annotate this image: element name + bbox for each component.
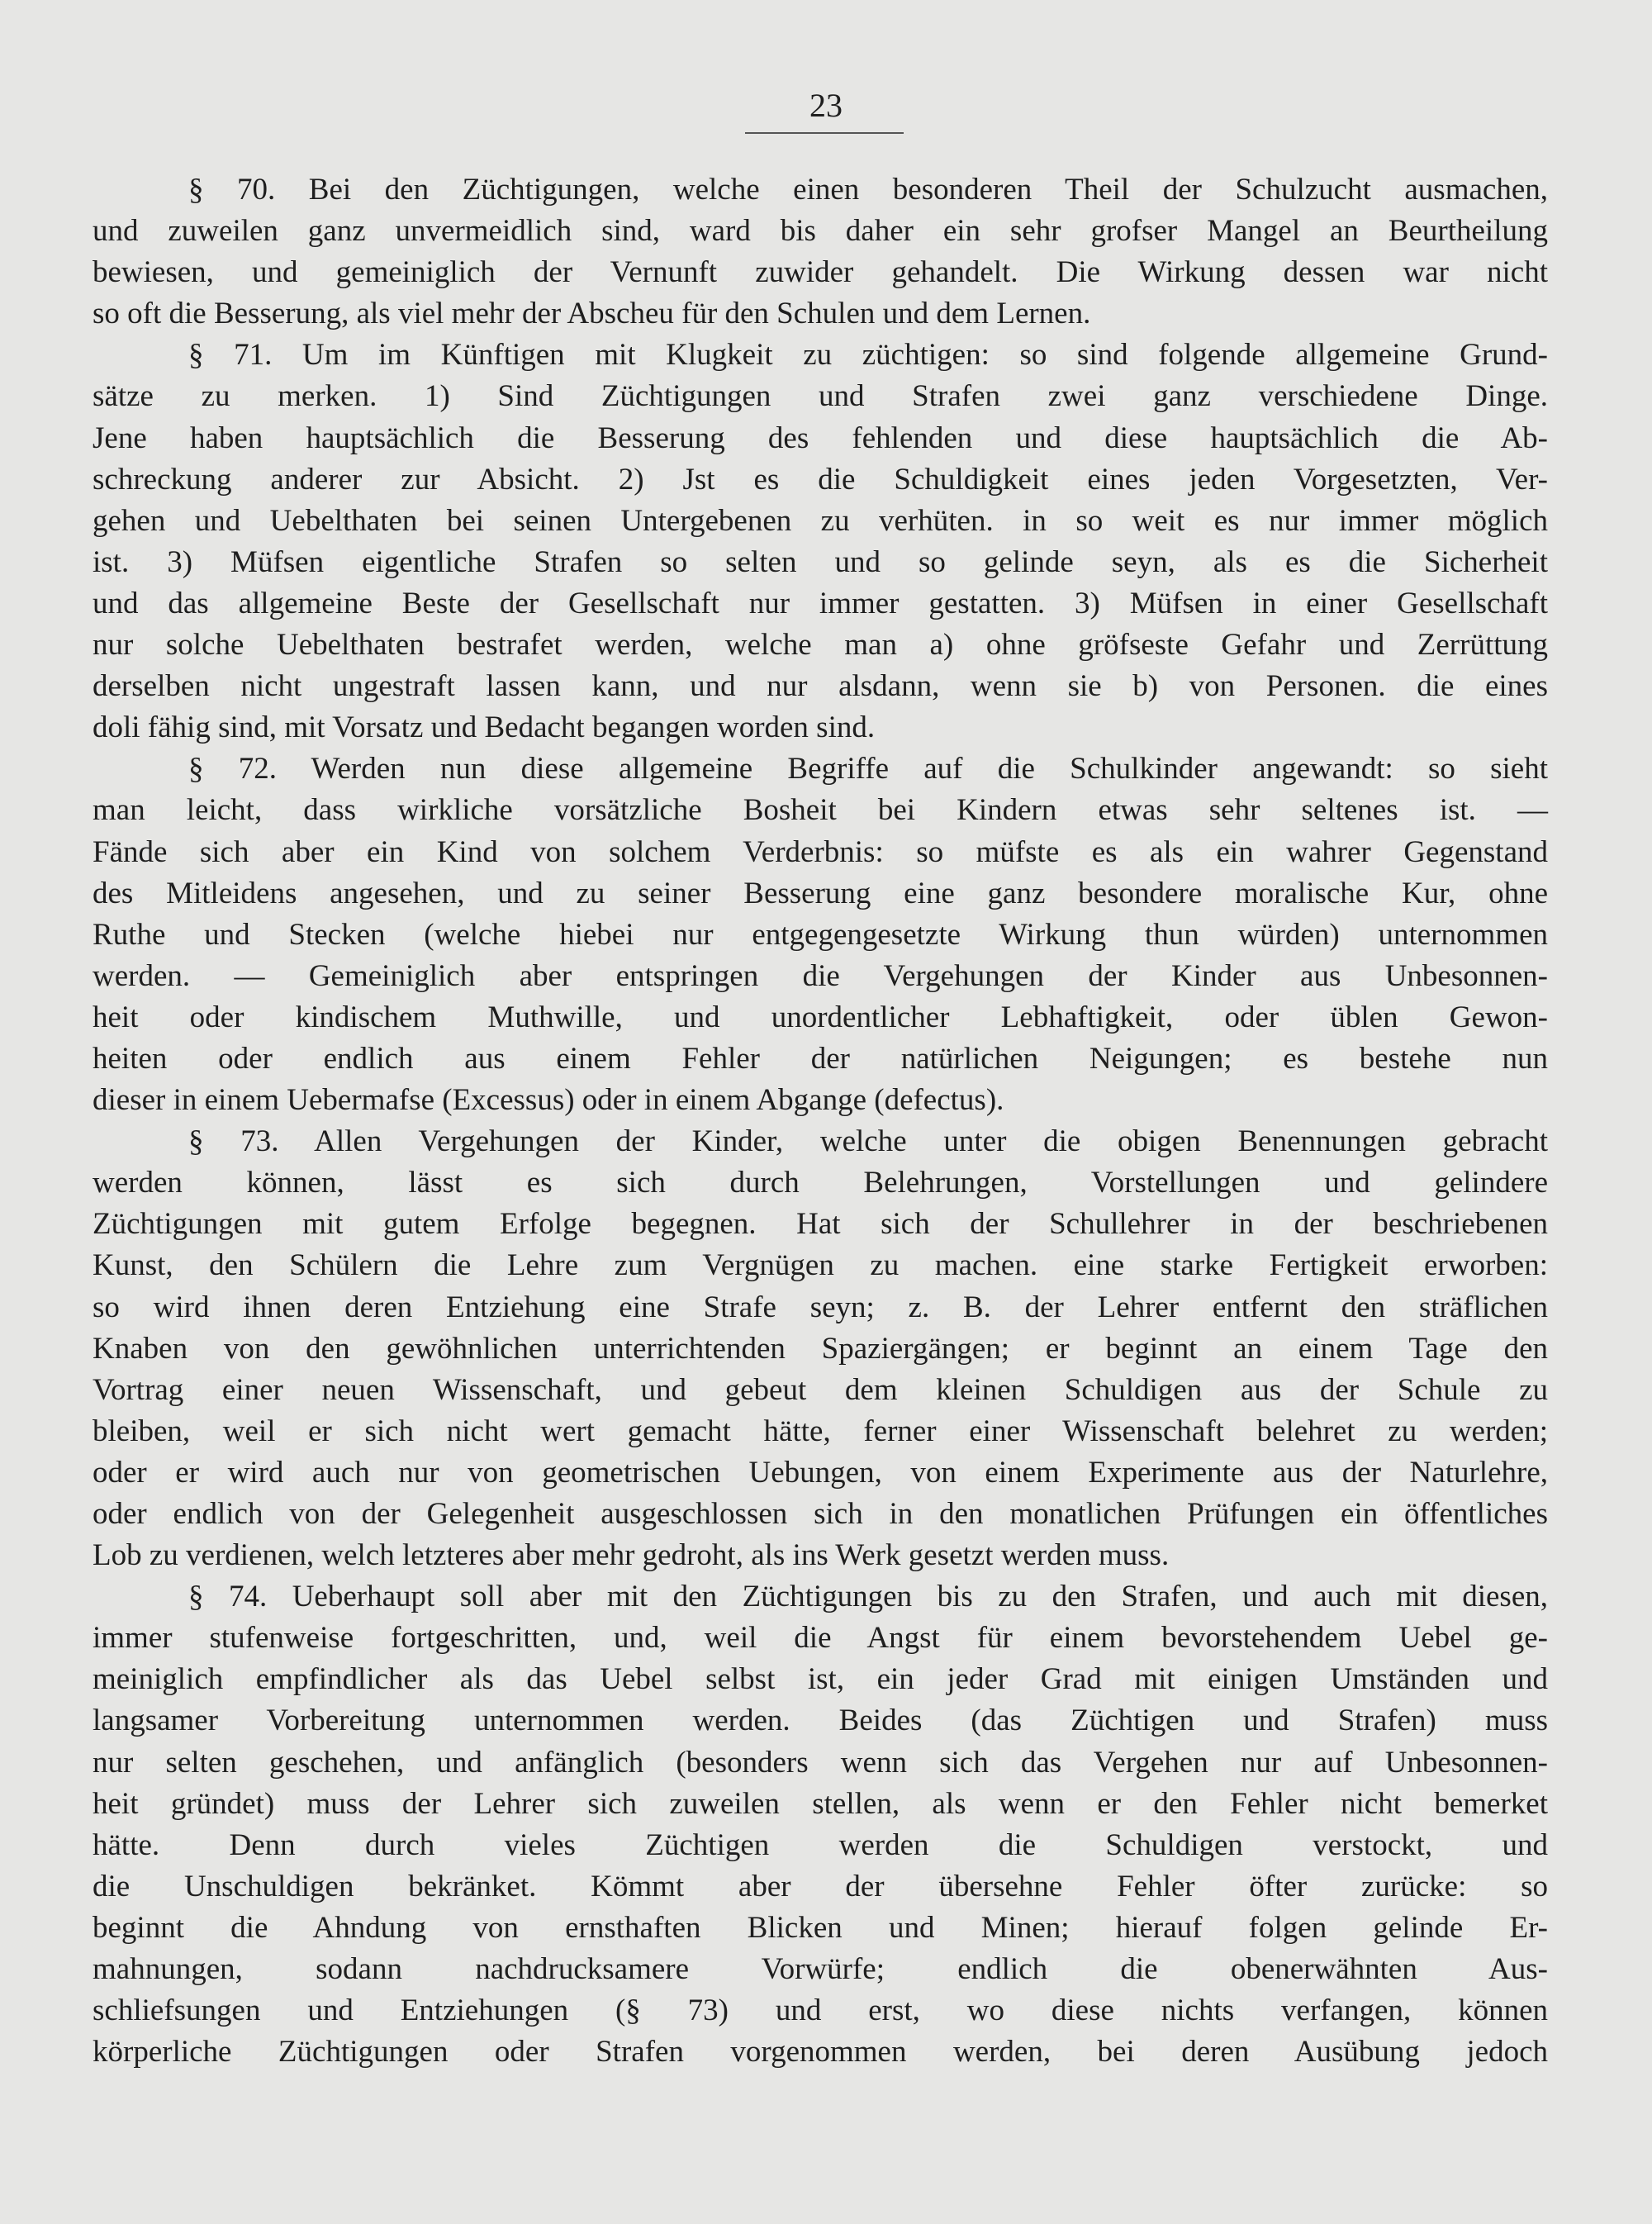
text-line: beginnt die Ahndung von ernsthaften Blicken und Minen; hierauf folgen gelinde Er- [93, 1910, 1548, 1945]
text-line: so oft die Besserung, als viel mehr der Abscheu für den Schulen und dem Lernen. [93, 297, 1091, 331]
text-line: oder endlich von der Gelegenheit ausgeschlossen sich in den monatlichen Prüfungen ein öffentliches [93, 1497, 1548, 1531]
text-line: Knaben von den gewöhnlichen unterrichtenden Spaziergängen; er beginnt an einem Tage den [93, 1331, 1548, 1366]
text-line: und das allgemeine Beste der Gesellschaft nur immer gestatten. 3) Müfsen in einer Gesellschaft [93, 586, 1548, 620]
text-line: Fände sich aber ein Kind von solchem Verderbnis: so müfste es als ein wahrer Gegenstand [93, 834, 1548, 869]
text-line: Vortrag einer neuen Wissenschaft, und gebeut dem kleinen Schuldigen aus der Schule zu [93, 1372, 1548, 1407]
text-line: langsamer Vorbereitung unternommen werden. Beides (das Züchtigen und Strafen) muss [93, 1704, 1548, 1738]
text-line: § 71. Um im Künftigen mit Klugkeit zu züchtigen: so sind folgende allgemeine Grund- [188, 338, 1548, 373]
text-line: nur solche Uebelthaten bestrafet werden, welche man a) ohne gröfseste Gefahr und Zerrüttung [93, 628, 1548, 663]
page-number-rule [745, 132, 904, 134]
text-line: § 72. Werden nun diese allgemeine Begriffe auf die Schulkinder angewandt: so sieht [188, 752, 1548, 786]
text-line: werden. — Gemeiniglich aber entspringen die Vergehungen der Kinder aus Unbesonnen- [93, 958, 1548, 993]
text-line: immer stufenweise fortgeschritten, und, weil die Angst für einem bevorstehendem Uebel ge- [93, 1621, 1548, 1656]
text-line: so wird ihnen deren Entziehung eine Strafe seyn; z. B. der Lehrer entfernt den sträflichen [93, 1290, 1548, 1324]
text-line: heit oder kindischem Muthwille, und unordentlicher Lebhaftigkeit, oder üblen Gewon- [93, 1000, 1548, 1034]
text-line: gehen und Uebelthaten bei seinen Untergebenen zu verhüten. in so weit es nur immer möglich [93, 503, 1548, 538]
text-line: § 74. Ueberhaupt soll aber mit den Züchtigungen bis zu den Strafen, und auch mit diesen, [188, 1580, 1548, 1614]
text-line: nur selten geschehen, und anfänglich (besonders wenn sich das Vergehen nur auf Unbesonnen- [93, 1745, 1548, 1780]
text-line: § 70. Bei den Züchtigungen, welche einen besonderen Theil der Schulzucht ausmachen, [188, 173, 1548, 207]
text-line: und zuweilen ganz unvermeidlich sind, ward bis daher ein sehr grofser Mangel an Beurtheilung [93, 214, 1548, 249]
text-line: bewiesen, und gemeiniglich der Vernunft zuwider gehandelt. Die Wirkung dessen war nicht [93, 255, 1548, 290]
text-line: ist. 3) Müfsen eigentliche Strafen so selten und so gelinde seyn, als es die Sicherheit [93, 544, 1548, 579]
text-line: derselben nicht ungestraft lassen kann, und nur alsdann, wenn sie b) von Personen. die eines [93, 669, 1548, 704]
text-line: heit gründet) muss der Lehrer sich zuweilen stellen, als wenn er den Fehler nicht bemerket [93, 1786, 1548, 1821]
text-line: dieser in einem Uebermafse (Excessus) oder in einem Abgange (defectus). [93, 1083, 1004, 1118]
text-line: werden können, lässt es sich durch Belehrungen, Vorstellungen und gelindere [93, 1166, 1548, 1200]
text-line: Kunst, den Schülern die Lehre zum Vergnügen zu machen. eine starke Fertigkeit erworben: [93, 1248, 1548, 1283]
text-line: schreckung anderer zur Absicht. 2) Jst es die Schuldigkeit eines jeden Vorgesetzten, Ver- [93, 462, 1548, 497]
text-line: des Mitleidens angesehen, und zu seiner Besserung eine ganz besondere moralische Kur, ohne [93, 876, 1548, 910]
text-line: bleiben, weil er sich nicht wert gemacht hätte, ferner einer Wissenschaft belehret zu werden; [93, 1414, 1548, 1448]
text-line: Ruthe und Stecken (welche hiebei nur entgegengesetzte Wirkung thun würden) unternommen [93, 917, 1548, 952]
text-line: meiniglich empfindlicher als das Uebel selbst ist, ein jeder Grad mit einigen Umständen und [93, 1662, 1548, 1697]
text-line: § 73. Allen Vergehungen der Kinder, welche unter die obigen Benennungen gebracht [188, 1124, 1548, 1159]
text-line: heiten oder endlich aus einem Fehler der natürlichen Neigungen; es bestehe nun [93, 1041, 1548, 1076]
text-line: man leicht, dass wirkliche vorsätzliche Bosheit bei Kindern etwas sehr seltenes ist. — [93, 793, 1548, 828]
text-line: körperliche Züchtigungen oder Strafen vorgenommen werden, bei deren Ausübung jedoch [93, 2035, 1548, 2070]
text-line: Züchtigungen mit gutem Erfolge begegnen. Hat sich der Schullehrer in der beschriebenen [93, 1207, 1548, 1242]
text-line: die Unschuldigen bekränket. Kömmt aber der übersehne Fehler öfter zurücke: so [93, 1869, 1548, 1903]
text-line: Lob zu verdienen, welch letzteres aber mehr gedroht, als ins Werk gesetzt werden muss. [93, 1538, 1170, 1573]
text-line: sätze zu merken. 1) Sind Züchtigungen und Strafen zwei ganz verschiedene Dinge. [93, 379, 1548, 414]
page-number: 23 [809, 87, 843, 124]
body-text [93, 169, 1548, 2073]
text-line: doli fähig sind, mit Vorsatz und Bedacht begangen worden sind. [93, 710, 876, 745]
text-line: hätte. Denn durch vieles Züchtigen werden die Schuldigen verstockt, und [93, 1827, 1548, 1862]
text-line: oder er wird auch nur von geometrischen Uebungen, von einem Experimente aus der Naturlehre, [93, 1455, 1548, 1490]
text-line: Jene haben hauptsächlich die Besserung des fehlenden und diese hauptsächlich die Ab- [93, 421, 1548, 455]
text-line: mahnungen, sodann nachdrucksamere Vorwürfe; endlich die obenerwähnten Aus- [93, 1952, 1548, 1987]
text-line: schliefsungen und Entziehungen (§ 73) und erst, wo diese nichts verfangen, können [93, 1994, 1548, 2028]
